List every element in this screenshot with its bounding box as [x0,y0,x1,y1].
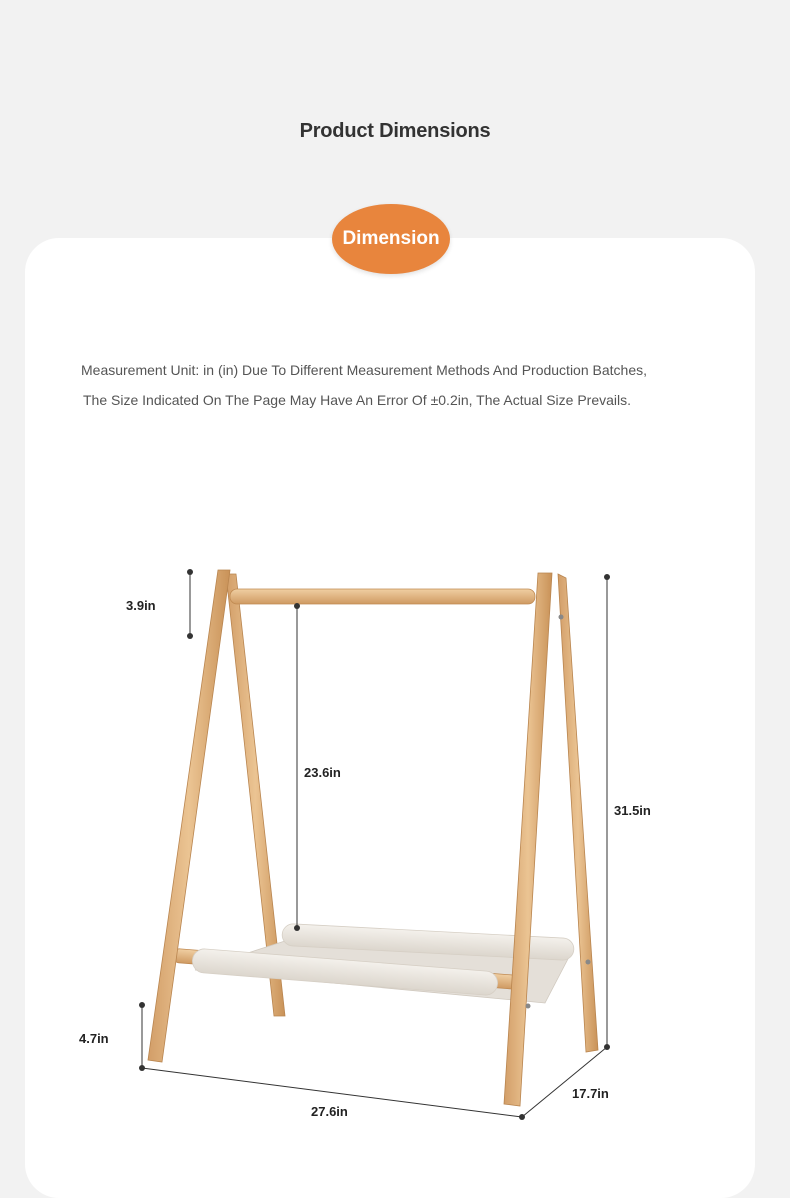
rack-frame [148,570,598,1106]
measurement-note-line-2: The Size Indicated On The Page May Have An Error Of ±0.2in, The Actual Size Prevails. [83,392,631,408]
dim-label-total-height: 31.5in [614,803,651,818]
bolt [559,615,564,620]
dimension-badge: Dimension [332,204,450,274]
dim-label-width: 27.6in [311,1104,348,1119]
measurement-note-line-1: Measurement Unit: in (in) Due To Different Measurement Methods And Production Batches, [81,362,647,378]
dim-label-inner-height: 23.6in [304,765,341,780]
dim-label-shelf-height: 4.7in [79,1031,109,1046]
front-right-leg [504,573,552,1106]
back-right-leg [558,574,598,1052]
page-title: Product Dimensions [299,120,491,142]
bolt [586,960,591,965]
hanging-bar [230,589,535,604]
bolt [526,1004,531,1009]
dim-label-depth: 17.7in [572,1086,609,1101]
front-left-leg [148,570,230,1062]
dim-label-top-offset: 3.9in [126,598,156,613]
